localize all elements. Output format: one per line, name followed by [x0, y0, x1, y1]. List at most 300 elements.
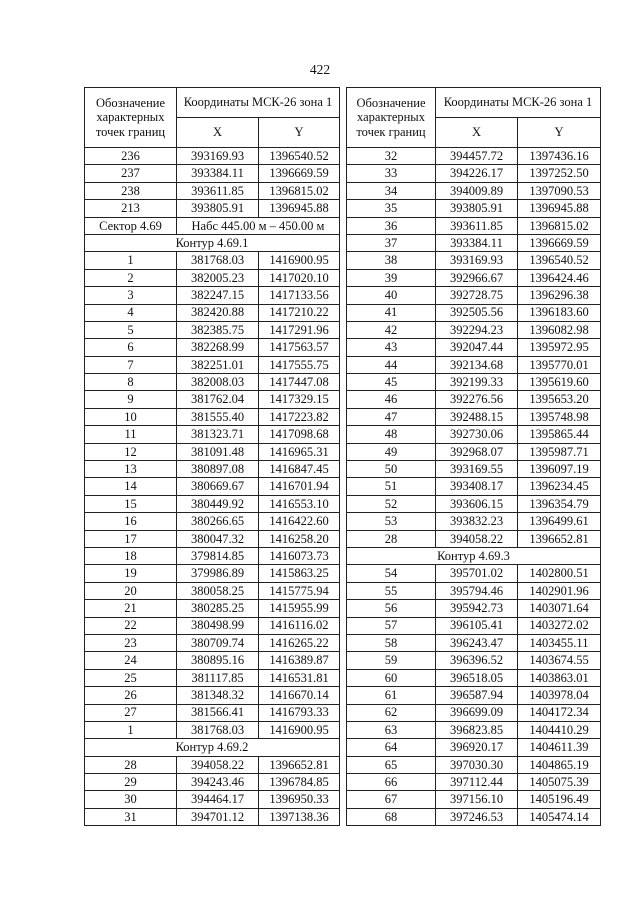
point-cell: 213 [85, 200, 177, 217]
point-cell: 39 [347, 269, 436, 286]
table-row [85, 200, 340, 217]
y-cell: 1396540.52 [259, 148, 340, 165]
page-number: 422 [309, 62, 331, 77]
x-column-header: X [436, 118, 518, 148]
y-cell: 1396945.88 [259, 200, 340, 217]
x-cell: 394701.12 [177, 808, 259, 825]
y-cell: 1395619.60 [518, 374, 601, 391]
table-row [85, 495, 340, 512]
table-row [347, 304, 601, 321]
table-row [85, 443, 340, 460]
contour-header-row [347, 547, 601, 564]
point-cell: 28 [85, 756, 177, 773]
point-column-header: Обозначение характерных точек границ [85, 88, 177, 148]
x-cell: 395942.73 [436, 600, 518, 617]
y-cell: 1416701.94 [259, 478, 340, 495]
y-cell: 1396540.52 [518, 252, 601, 269]
point-cell: 3 [85, 287, 177, 304]
point-cell: 61 [347, 687, 436, 704]
x-cell: 394058.22 [177, 756, 259, 773]
table-row [85, 565, 340, 582]
table-row [85, 791, 340, 808]
table-row [347, 669, 601, 686]
point-cell: 13 [85, 461, 177, 478]
x-cell: 395701.02 [436, 565, 518, 582]
table-row [85, 687, 340, 704]
contour-title-cell: Контур 4.69.3 [347, 547, 601, 564]
y-cell: 1403674.55 [518, 652, 601, 669]
y-cell: 1416965.31 [259, 443, 340, 460]
point-cell: 4 [85, 304, 177, 321]
x-cell: 379986.89 [177, 565, 259, 582]
x-cell: 393169.93 [436, 252, 518, 269]
table-row [347, 687, 601, 704]
table-row [347, 652, 601, 669]
x-cell: 393606.15 [436, 495, 518, 512]
y-cell: 1396424.46 [518, 269, 601, 286]
table-row [85, 304, 340, 321]
point-cell: 44 [347, 356, 436, 373]
point-cell: 60 [347, 669, 436, 686]
point-cell: 14 [85, 478, 177, 495]
y-cell: 1395748.98 [518, 408, 601, 425]
table-row [85, 600, 340, 617]
table-row [347, 634, 601, 651]
x-cell: 396518.05 [436, 669, 518, 686]
y-cell: 1416900.95 [259, 721, 340, 738]
y-cell: 1397252.50 [518, 165, 601, 182]
table-row [85, 652, 340, 669]
table-row [347, 721, 601, 738]
y-cell: 1396183.60 [518, 304, 601, 321]
y-cell: 1416847.45 [259, 461, 340, 478]
x-cell: 393805.91 [436, 200, 518, 217]
point-cell: 236 [85, 148, 177, 165]
x-cell: 396920.17 [436, 739, 518, 756]
y-cell: 1396296.38 [518, 287, 601, 304]
x-cell: 381323.71 [177, 426, 259, 443]
y-cell: 1397436.16 [518, 148, 601, 165]
y-cell: 1417563.57 [259, 339, 340, 356]
x-cell: 392294.23 [436, 321, 518, 338]
y-cell: 1404865.19 [518, 756, 601, 773]
table-row [85, 148, 340, 165]
x-cell: 394058.22 [436, 530, 518, 547]
table-row [85, 721, 340, 738]
coordinates-table-right [346, 87, 601, 826]
point-cell: 38 [347, 252, 436, 269]
table-row [347, 600, 601, 617]
coords-group-header: Координаты МСК-26 зона 1 [436, 88, 601, 118]
y-cell: 1416900.95 [259, 252, 340, 269]
point-cell: 237 [85, 165, 177, 182]
table-row [85, 408, 340, 425]
x-cell: 381762.04 [177, 391, 259, 408]
point-cell: 52 [347, 495, 436, 512]
x-cell: 380285.25 [177, 600, 259, 617]
table-row [347, 148, 601, 165]
x-cell: 394009.89 [436, 182, 518, 199]
x-cell: 392966.67 [436, 269, 518, 286]
point-cell: 7 [85, 356, 177, 373]
point-cell: 26 [85, 687, 177, 704]
y-cell: 1416531.81 [259, 669, 340, 686]
y-cell: 1395770.01 [518, 356, 601, 373]
table-row [347, 704, 601, 721]
table-row [85, 391, 340, 408]
x-cell: 397156.10 [436, 791, 518, 808]
y-cell: 1417098.68 [259, 426, 340, 443]
y-cell: 1417223.82 [259, 408, 340, 425]
y-cell: 1396945.88 [518, 200, 601, 217]
point-cell: 51 [347, 478, 436, 495]
y-cell: 1405474.14 [518, 808, 601, 825]
y-cell: 1403863.01 [518, 669, 601, 686]
y-cell: 1396669.59 [518, 234, 601, 251]
y-cell: 1404410.29 [518, 721, 601, 738]
y-cell: 1416265.22 [259, 634, 340, 651]
table-row [85, 374, 340, 391]
x-cell: 392968.07 [436, 443, 518, 460]
y-column-header: Y [518, 118, 601, 148]
y-cell: 1403455.11 [518, 634, 601, 651]
table-row [347, 339, 601, 356]
table-row [347, 808, 601, 825]
x-cell: 393384.11 [177, 165, 259, 182]
x-cell: 380449.92 [177, 495, 259, 512]
point-cell: 42 [347, 321, 436, 338]
x-cell: 380047.32 [177, 530, 259, 547]
y-cell: 1416422.60 [259, 513, 340, 530]
x-cell: 381348.32 [177, 687, 259, 704]
x-cell: 394464.17 [177, 791, 259, 808]
x-cell: 380895.16 [177, 652, 259, 669]
x-cell: 394457.72 [436, 148, 518, 165]
point-cell: 59 [347, 652, 436, 669]
table-row [85, 269, 340, 286]
point-cell: 12 [85, 443, 177, 460]
table-row [347, 182, 601, 199]
contour-title-cell: Контур 4.69.1 [85, 234, 340, 251]
y-cell: 1416793.33 [259, 704, 340, 721]
x-cell: 392199.33 [436, 374, 518, 391]
x-cell: 392488.15 [436, 408, 518, 425]
table-row [85, 582, 340, 599]
y-cell: 1396784.85 [259, 774, 340, 791]
y-cell: 1403272.02 [518, 617, 601, 634]
y-cell: 1402901.96 [518, 582, 601, 599]
x-cell: 396105.41 [436, 617, 518, 634]
x-cell: 381555.40 [177, 408, 259, 425]
x-cell: 382008.03 [177, 374, 259, 391]
table-row [347, 200, 601, 217]
point-cell: 8 [85, 374, 177, 391]
x-cell: 393832.23 [436, 513, 518, 530]
y-cell: 1403978.04 [518, 687, 601, 704]
x-cell: 396243.47 [436, 634, 518, 651]
table-row [347, 374, 601, 391]
point-cell: 64 [347, 739, 436, 756]
contour-title-cell: Контур 4.69.2 [85, 739, 340, 756]
x-cell: 392134.68 [436, 356, 518, 373]
point-cell: 5 [85, 321, 177, 338]
x-cell: 392047.44 [436, 339, 518, 356]
x-cell: 381117.85 [177, 669, 259, 686]
x-cell: 381768.03 [177, 721, 259, 738]
y-cell: 1405196.49 [518, 791, 601, 808]
table-row [85, 530, 340, 547]
point-cell: 27 [85, 704, 177, 721]
point-cell: 50 [347, 461, 436, 478]
point-column-header: Обозначение характерных точек границ [347, 88, 436, 148]
table-row [347, 269, 601, 286]
table-row [347, 252, 601, 269]
point-cell: 15 [85, 495, 177, 512]
y-cell: 1396354.79 [518, 495, 601, 512]
y-cell: 1405075.39 [518, 774, 601, 791]
table-row [85, 634, 340, 651]
point-cell: 45 [347, 374, 436, 391]
y-cell: 1396815.02 [259, 182, 340, 199]
y-cell: 1417210.22 [259, 304, 340, 321]
table-row [85, 321, 340, 338]
table-row [85, 339, 340, 356]
x-cell: 396587.94 [436, 687, 518, 704]
y-cell: 1397138.36 [259, 808, 340, 825]
y-cell: 1395653.20 [518, 391, 601, 408]
table-row [85, 252, 340, 269]
point-cell: 32 [347, 148, 436, 165]
point-cell: 31 [85, 808, 177, 825]
point-cell: 30 [85, 791, 177, 808]
point-cell: 22 [85, 617, 177, 634]
point-cell: 1 [85, 252, 177, 269]
y-cell: 1416389.87 [259, 652, 340, 669]
point-cell: 29 [85, 774, 177, 791]
point-cell: 41 [347, 304, 436, 321]
point-cell: 46 [347, 391, 436, 408]
point-cell: 55 [347, 582, 436, 599]
x-cell: 395794.46 [436, 582, 518, 599]
table-row [347, 443, 601, 460]
point-cell: 2 [85, 269, 177, 286]
contour-header-row [85, 739, 340, 756]
table-row [347, 774, 601, 791]
table-row [85, 478, 340, 495]
table-row [85, 287, 340, 304]
y-cell: 1395972.95 [518, 339, 601, 356]
x-cell: 381091.48 [177, 443, 259, 460]
point-cell: 24 [85, 652, 177, 669]
x-cell: 380498.99 [177, 617, 259, 634]
table-row [347, 217, 601, 234]
x-cell: 379814.85 [177, 547, 259, 564]
x-cell: 393384.11 [436, 234, 518, 251]
point-cell: 37 [347, 234, 436, 251]
y-cell: 1404611.39 [518, 739, 601, 756]
y-cell: 1396652.81 [259, 756, 340, 773]
point-cell: 66 [347, 774, 436, 791]
table-row [347, 756, 601, 773]
table-row [347, 321, 601, 338]
x-cell: 392276.56 [436, 391, 518, 408]
table-row [347, 530, 601, 547]
x-cell: 394226.17 [436, 165, 518, 182]
point-cell: 11 [85, 426, 177, 443]
x-cell: 396823.85 [436, 721, 518, 738]
point-cell: 238 [85, 182, 177, 199]
elevation-range-cell: Набс 445.00 м – 450.00 м [177, 217, 340, 234]
point-cell: 65 [347, 756, 436, 773]
point-cell: 63 [347, 721, 436, 738]
point-cell: 18 [85, 547, 177, 564]
x-cell: 393408.17 [436, 478, 518, 495]
table-row [85, 774, 340, 791]
y-cell: 1416670.14 [259, 687, 340, 704]
x-cell: 380058.25 [177, 582, 259, 599]
y-cell: 1397090.53 [518, 182, 601, 199]
table-row [347, 617, 601, 634]
point-cell: 25 [85, 669, 177, 686]
table-row [347, 234, 601, 251]
table-row [85, 808, 340, 825]
point-cell: 6 [85, 339, 177, 356]
table-row [347, 565, 601, 582]
x-cell: 380266.65 [177, 513, 259, 530]
point-cell: 9 [85, 391, 177, 408]
point-cell: 28 [347, 530, 436, 547]
y-column-header: Y [259, 118, 340, 148]
y-cell: 1396950.33 [259, 791, 340, 808]
point-cell: 20 [85, 582, 177, 599]
y-cell: 1404172.34 [518, 704, 601, 721]
contour-header-row [85, 234, 340, 251]
point-cell: 57 [347, 617, 436, 634]
x-cell: 381768.03 [177, 252, 259, 269]
point-cell: 17 [85, 530, 177, 547]
x-cell: 392505.56 [436, 304, 518, 321]
y-cell: 1415955.99 [259, 600, 340, 617]
sector-row [85, 217, 340, 234]
y-cell: 1417133.56 [259, 287, 340, 304]
table-row [85, 756, 340, 773]
x-cell: 392730.06 [436, 426, 518, 443]
x-cell: 380709.74 [177, 634, 259, 651]
table-row [347, 391, 601, 408]
y-cell: 1396499.61 [518, 513, 601, 530]
table-row [85, 356, 340, 373]
sector-label-cell: Сектор 4.69 [85, 217, 177, 234]
x-cell: 393611.85 [177, 182, 259, 199]
x-cell: 380897.08 [177, 461, 259, 478]
x-cell: 382385.75 [177, 321, 259, 338]
y-cell: 1396669.59 [259, 165, 340, 182]
table-row [347, 287, 601, 304]
point-cell: 19 [85, 565, 177, 582]
table-row [85, 617, 340, 634]
table-row [347, 165, 601, 182]
table-row [85, 461, 340, 478]
x-cell: 382268.99 [177, 339, 259, 356]
table-row [85, 165, 340, 182]
table-row [85, 426, 340, 443]
y-cell: 1417020.10 [259, 269, 340, 286]
table-row [85, 182, 340, 199]
y-cell: 1415775.94 [259, 582, 340, 599]
table-row [347, 513, 601, 530]
y-cell: 1417329.15 [259, 391, 340, 408]
y-cell: 1395865.44 [518, 426, 601, 443]
y-cell: 1396082.98 [518, 321, 601, 338]
point-cell: 43 [347, 339, 436, 356]
y-cell: 1403071.64 [518, 600, 601, 617]
table-row [347, 461, 601, 478]
x-cell: 396699.09 [436, 704, 518, 721]
table-row [347, 356, 601, 373]
y-cell: 1396815.02 [518, 217, 601, 234]
table-row [85, 669, 340, 686]
point-cell: 34 [347, 182, 436, 199]
y-cell: 1395987.71 [518, 443, 601, 460]
x-cell: 392728.75 [436, 287, 518, 304]
y-cell: 1417291.96 [259, 321, 340, 338]
point-cell: 47 [347, 408, 436, 425]
x-cell: 380669.67 [177, 478, 259, 495]
point-cell: 54 [347, 565, 436, 582]
y-cell: 1396652.81 [518, 530, 601, 547]
table-row [347, 408, 601, 425]
table-row [347, 739, 601, 756]
point-cell: 67 [347, 791, 436, 808]
y-cell: 1417447.08 [259, 374, 340, 391]
point-cell: 56 [347, 600, 436, 617]
x-cell: 393169.55 [436, 461, 518, 478]
point-cell: 40 [347, 287, 436, 304]
x-cell: 397030.30 [436, 756, 518, 773]
x-cell: 393805.91 [177, 200, 259, 217]
point-cell: 58 [347, 634, 436, 651]
point-cell: 21 [85, 600, 177, 617]
point-cell: 33 [347, 165, 436, 182]
point-cell: 53 [347, 513, 436, 530]
table-row [85, 547, 340, 564]
x-cell: 394243.46 [177, 774, 259, 791]
y-cell: 1396097.19 [518, 461, 601, 478]
table-row [347, 791, 601, 808]
x-cell: 393611.85 [436, 217, 518, 234]
x-cell: 382005.23 [177, 269, 259, 286]
x-cell: 393169.93 [177, 148, 259, 165]
x-cell: 397112.44 [436, 774, 518, 791]
y-cell: 1415863.25 [259, 565, 340, 582]
x-cell: 382420.88 [177, 304, 259, 321]
y-cell: 1402800.51 [518, 565, 601, 582]
table-row [347, 478, 601, 495]
point-cell: 48 [347, 426, 436, 443]
point-cell: 35 [347, 200, 436, 217]
y-cell: 1417555.75 [259, 356, 340, 373]
x-cell: 397246.53 [436, 808, 518, 825]
coordinates-table-left [84, 87, 340, 826]
y-cell: 1396234.45 [518, 478, 601, 495]
y-cell: 1416073.73 [259, 547, 340, 564]
table-row [347, 582, 601, 599]
y-cell: 1416553.10 [259, 495, 340, 512]
table-row [85, 513, 340, 530]
point-cell: 36 [347, 217, 436, 234]
x-cell: 382247.15 [177, 287, 259, 304]
x-cell: 382251.01 [177, 356, 259, 373]
